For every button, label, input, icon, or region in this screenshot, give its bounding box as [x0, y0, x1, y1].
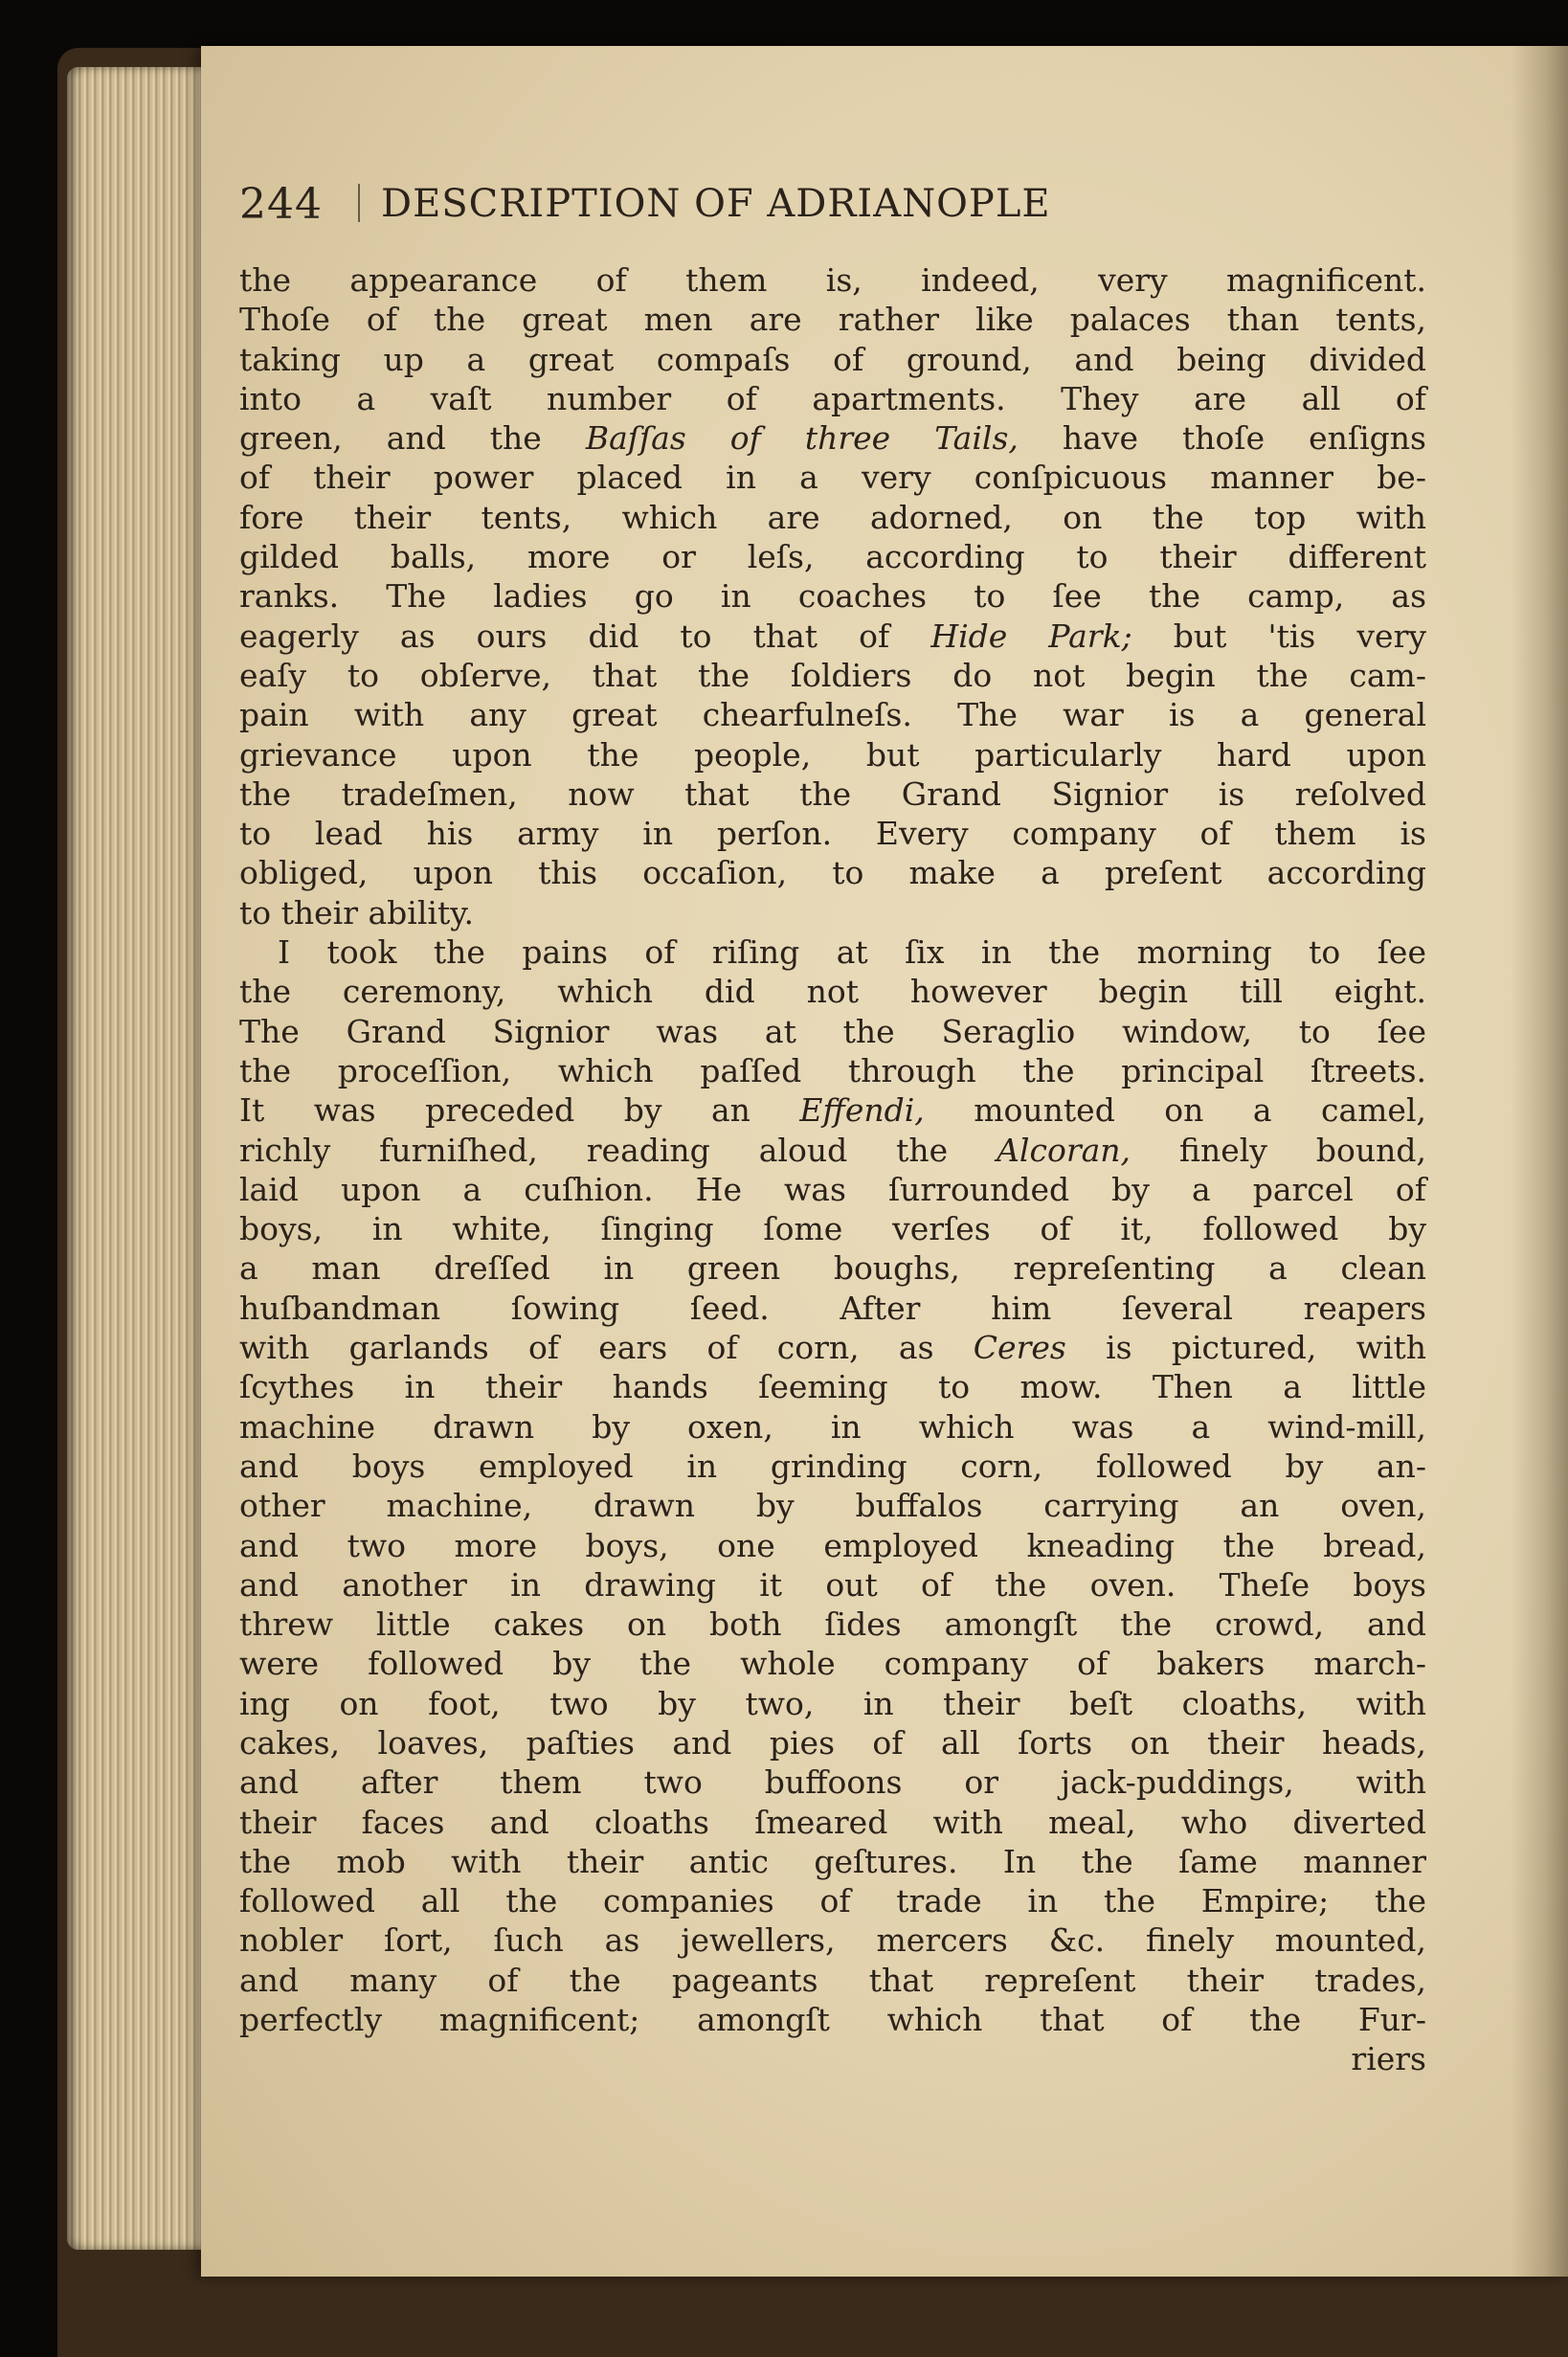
text-span: laid upon a cuſhion. He was ſurrounded by a parcel of	[239, 1170, 1426, 1208]
text-line	[239, 458, 1426, 497]
text-line	[239, 1248, 1426, 1288]
text-span: the appearance of them is, indeed, very magnificent.	[239, 261, 1426, 299]
text-span: ſcythes in their hands ſeeming to mow. Then a little	[239, 1368, 1426, 1406]
italic-text: Hide Park;	[930, 617, 1132, 655]
text-line	[239, 2000, 1426, 2039]
text-span: grievance upon the people, but particularly hard upon	[239, 735, 1426, 774]
text-line	[239, 972, 1426, 1011]
text-span: boys, in white, ſinging ſome verſes of it, followed by	[239, 1210, 1426, 1248]
text-line	[239, 1644, 1426, 1683]
text-span: ranks. The ladies go in coaches to ſee the camp, as	[239, 577, 1426, 616]
page-number: 244	[239, 180, 323, 229]
text-span: perfectly magnificent; amongſt which that of the Fur-	[239, 2001, 1426, 2039]
text-span: taking up a great compaſs of ground, and being divided	[239, 340, 1426, 378]
text-line	[239, 695, 1426, 734]
text-line	[239, 1289, 1426, 1328]
text-line	[239, 656, 1426, 695]
text-span: cakes, loaves, paſties and pies of all ſorts on their heads,	[239, 1723, 1426, 1762]
text-line	[239, 340, 1426, 379]
text-line	[239, 1803, 1426, 1842]
text-span: to their ability.	[239, 893, 474, 932]
text-span: richly furniſhed, reading aloud the	[239, 1131, 997, 1169]
text-line	[239, 537, 1426, 576]
text-span: Thoſe of the great men are rather like palaces than tents,	[239, 301, 1426, 339]
text-span: riers	[1351, 2040, 1426, 2078]
text-span: obliged, upon this occaſion, to make a preſent according	[239, 854, 1426, 892]
text-line	[239, 576, 1426, 616]
text-span: threw little cakes on both ſides amongſt the crowd, and	[239, 1605, 1426, 1644]
text-span: machine drawn by oxen, in which was a wind-mill,	[239, 1407, 1426, 1446]
text-span: and many of the pageants that repreſent their trades,	[239, 1961, 1426, 1999]
text-line	[239, 893, 1426, 932]
text-span: but 'tis very	[1131, 617, 1426, 655]
text-span: followed all the companies of trade in the Empire; the	[239, 1882, 1426, 1920]
text-span: is pictured, with	[1065, 1329, 1426, 1367]
text-span: fore their tents, which are adorned, on the top with	[239, 498, 1426, 536]
text-span: the tradeſmen, now that the Grand Signior is reſolved	[239, 774, 1426, 813]
text-span: have thoſe enſigns	[1018, 419, 1426, 458]
text-line	[239, 1920, 1426, 1960]
text-line	[239, 853, 1426, 892]
text-line	[239, 1090, 1426, 1130]
running-title: DESCRIPTION OF ADRIANOPLE	[381, 182, 1051, 226]
text-span: and after them two buffoons or jack-puddings, with	[239, 1763, 1426, 1802]
text-line	[239, 1486, 1426, 1525]
text-span: finely bound,	[1131, 1131, 1426, 1169]
text-span: nobler ſort, ſuch as jewellers, mercers &c. finely mounted,	[239, 1921, 1426, 1960]
header-divider	[358, 184, 360, 222]
running-head	[239, 180, 1340, 237]
text-line	[239, 1961, 1426, 2000]
text-line	[239, 617, 1426, 656]
text-span: pain with any great chearfulneſs. The war is a general	[239, 696, 1426, 734]
text-line	[239, 1131, 1426, 1170]
text-span: the mob with their antic geſtures. In the ſame manner	[239, 1842, 1426, 1880]
italic-text: Baſſas of three Tails,	[585, 419, 1019, 458]
text-span: I took the pains of riſing at ſix in the morning to ſee	[278, 933, 1426, 972]
text-line	[239, 1209, 1426, 1248]
text-line	[239, 1328, 1426, 1367]
text-span: mounted on a camel,	[924, 1091, 1427, 1130]
text-line	[239, 1842, 1426, 1881]
text-span: and two more boys, one employed kneading the bread,	[239, 1526, 1426, 1564]
italic-text: Ceres	[973, 1329, 1066, 1367]
text-line	[239, 1367, 1426, 1406]
text-line	[239, 1170, 1426, 1209]
text-span: other machine, drawn by buffalos carrying an oven,	[239, 1487, 1426, 1525]
text-span: with garlands of ears of corn, as	[239, 1329, 974, 1367]
text-line	[239, 2039, 1426, 2078]
text-line	[239, 1526, 1426, 1565]
text-line	[239, 379, 1426, 418]
page-gutter-shadow	[1511, 46, 1568, 2277]
text-line	[239, 1762, 1426, 1802]
text-span: and another in drawing it out of the oven. Theſe boys	[239, 1565, 1426, 1604]
text-line	[239, 735, 1426, 774]
body-text	[239, 260, 1426, 2079]
text-span: huſbandman ſowing ſeed. After him ſeveral reapers	[239, 1289, 1426, 1327]
text-line	[239, 300, 1426, 339]
text-line	[239, 774, 1426, 814]
italic-text: Effendi,	[799, 1091, 925, 1130]
text-span: the ceremony, which did not however begin till eight.	[239, 973, 1426, 1011]
text-line	[239, 1684, 1426, 1723]
text-span: gilded balls, more or leſs, according to their different	[239, 538, 1426, 576]
text-line	[239, 1723, 1426, 1762]
italic-text: Alcoran,	[997, 1131, 1131, 1169]
text-span: eaſy to obſerve, that the ſoldiers do not begin the cam-	[239, 656, 1426, 694]
text-span: to lead his army in perſon. Every company of them is	[239, 815, 1426, 853]
text-span: and boys employed in grinding corn, followed by an-	[239, 1447, 1426, 1485]
text-line	[239, 1447, 1426, 1486]
text-span: were followed by the whole company of bakers march-	[239, 1645, 1426, 1683]
text-line	[239, 260, 1426, 300]
text-span: green, and the	[239, 419, 586, 458]
text-span: the proceſſion, which paſſed through the principal ſtreets.	[239, 1051, 1426, 1089]
text-span: ing on foot, two by two, in their beſt cloaths, with	[239, 1684, 1426, 1722]
text-line	[239, 1605, 1426, 1644]
text-line	[239, 1012, 1426, 1051]
text-line	[239, 1051, 1426, 1090]
text-span: eagerly as ours did to that of	[239, 617, 931, 655]
text-line	[239, 932, 1426, 972]
text-line	[239, 1407, 1426, 1447]
text-span: a man dreſſed in green boughs, repreſenting a clean	[239, 1249, 1426, 1288]
text-line	[239, 1565, 1426, 1605]
text-line	[239, 498, 1426, 537]
text-span: of their power placed in a very conſpicuous manner be-	[239, 459, 1426, 497]
text-span: their faces and cloaths ſmeared with meal, who diverted	[239, 1803, 1426, 1841]
text-span: into a vaſt number of apartments. They are all of	[239, 379, 1426, 417]
text-line	[239, 1881, 1426, 1920]
text-line	[239, 418, 1426, 458]
text-span: It was preceded by an	[239, 1091, 800, 1130]
text-span: The Grand Signior was at the Seraglio window, to ſee	[239, 1012, 1426, 1050]
text-line	[239, 814, 1426, 853]
